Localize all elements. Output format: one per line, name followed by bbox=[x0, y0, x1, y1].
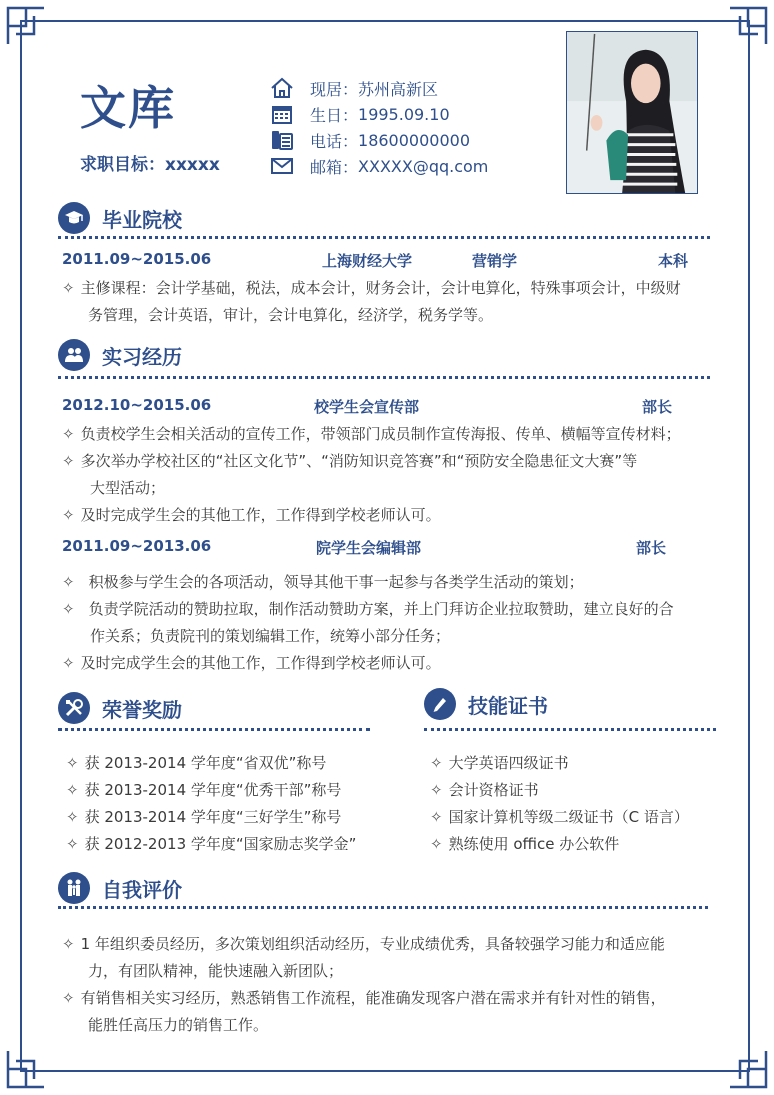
self-evaluation-line-1: ✧ 1 年组织委员经历，多次策划组织活动经历，专业成绩优秀，具备较强学习能力和适应能 bbox=[62, 935, 665, 953]
corner-ornament-top-left bbox=[6, 6, 46, 46]
candidate-name: 文库 bbox=[80, 81, 176, 135]
diamond-bullet-icon: ✧ bbox=[430, 754, 443, 772]
diamond-bullet-icon: ✧ bbox=[66, 808, 79, 826]
section-divider bbox=[58, 236, 710, 239]
job2-duty-3: ✧ 及时完成学生会的其他工作，工作得到学校老师认可。 bbox=[62, 654, 441, 672]
job1-period: 2012.10~2015.06 bbox=[62, 396, 212, 414]
diamond-bullet-icon: ✧ bbox=[62, 989, 75, 1007]
section-title-internship: 实习经历 bbox=[102, 344, 182, 369]
contact-phone: 电话： 18600000000 bbox=[270, 128, 570, 152]
job1-org: 校学生会宣传部 bbox=[314, 398, 420, 416]
job2-role: 部长 bbox=[636, 539, 667, 557]
diamond-bullet-icon: ✧ bbox=[66, 781, 79, 799]
job-objective-label: 求职目标： bbox=[80, 155, 165, 175]
diamond-bullet-icon: ✧ bbox=[62, 654, 75, 672]
job-objective-value: xxxxx bbox=[165, 155, 220, 175]
contact-email: 邮箱： XXXXX@qq.com bbox=[270, 154, 570, 178]
skill-item: ✧ 大学英语四级证书 bbox=[430, 754, 569, 772]
job2-org: 院学生会编辑部 bbox=[316, 539, 422, 557]
diamond-bullet-icon: ✧ bbox=[66, 835, 79, 853]
section-title-skills: 技能证书 bbox=[468, 693, 548, 718]
education-courses-line-2: 务管理，会计英语，审计，会计电算化，经济学，税务学等。 bbox=[88, 306, 494, 324]
section-header-self-evaluation bbox=[58, 872, 182, 904]
corner-ornament-bottom-left bbox=[6, 1049, 46, 1089]
graduation-cap-icon bbox=[58, 202, 90, 234]
section-title-honors: 荣誉奖励 bbox=[102, 697, 182, 722]
job1-duty-3: ✧ 及时完成学生会的其他工作，工作得到学校老师认可。 bbox=[62, 506, 441, 524]
education-courses-line-1: ✧ 主修课程：会计学基础，税法，成本会计，财务会计，会计电算化，特殊事项会计，中级财 bbox=[62, 279, 681, 297]
tools-icon bbox=[58, 692, 90, 724]
education-major: 营销学 bbox=[472, 252, 518, 270]
corner-ornament-top-right bbox=[728, 6, 768, 46]
home-icon bbox=[270, 77, 298, 99]
corner-ornament-bottom-right bbox=[728, 1049, 768, 1089]
section-divider bbox=[58, 906, 708, 909]
pen-icon bbox=[424, 688, 456, 720]
job1-role: 部长 bbox=[642, 398, 673, 416]
phone-icon bbox=[270, 129, 298, 151]
diamond-bullet-icon: ✧ bbox=[66, 754, 79, 772]
diamond-bullet-icon: ✧ bbox=[62, 452, 75, 470]
job1-duty-2: ✧ 多次举办学校社区的“社区文化节”、“消防知识竞答赛”和“预防安全隐患征文大赛”等 bbox=[62, 452, 638, 470]
diamond-bullet-icon: ✧ bbox=[430, 781, 443, 799]
family-icon bbox=[58, 872, 90, 904]
contact-birthday: 生日： 1995.09.10 bbox=[270, 102, 570, 126]
section-divider bbox=[58, 728, 370, 731]
contact-address: 现居： 苏州高新区 bbox=[270, 76, 570, 100]
self-evaluation-line-4: 能胜任高压力的销售工作。 bbox=[88, 1016, 269, 1034]
education-degree: 本科 bbox=[658, 252, 689, 270]
diamond-bullet-icon: ✧ bbox=[62, 600, 75, 618]
diamond-bullet-icon: ✧ bbox=[62, 573, 75, 591]
section-header-honors bbox=[58, 692, 182, 724]
job1-duty-2-cont: 大型活动； bbox=[90, 479, 166, 497]
section-divider bbox=[424, 728, 716, 731]
job2-duty-1: ✧ 积极参与学生会的各项活动，领导其他干事一起参与各类学生活动的策划； bbox=[62, 573, 584, 591]
education-period: 2011.09~2015.06 bbox=[62, 250, 212, 268]
honor-item: ✧ 获 2013-2014 学年度“省双优”称号 bbox=[66, 754, 327, 772]
job2-duty-2-cont: 作关系；负责院刊的策划编辑工作，统筹小部分任务； bbox=[90, 627, 451, 645]
self-evaluation-line-3: ✧ 有销售相关实习经历，熟悉销售工作流程，能准确发现客户潜在需求并有针对性的销售， bbox=[62, 989, 666, 1007]
people-icon bbox=[58, 339, 90, 371]
education-school: 上海财经大学 bbox=[322, 252, 413, 270]
honor-item: ✧ 获 2013-2014 学年度“优秀干部”称号 bbox=[66, 781, 342, 799]
diamond-bullet-icon: ✧ bbox=[430, 835, 443, 853]
skill-item: ✧ 会计资格证书 bbox=[430, 781, 539, 799]
section-header-internship bbox=[58, 339, 182, 371]
section-header-skills bbox=[424, 688, 548, 720]
section-title-self-evaluation: 自我评价 bbox=[102, 877, 182, 902]
calendar-icon bbox=[270, 103, 298, 125]
honor-item: ✧ 获 2012-2013 学年度“国家励志奖学金” bbox=[66, 835, 357, 853]
section-divider bbox=[58, 376, 710, 379]
diamond-bullet-icon: ✧ bbox=[62, 425, 75, 443]
section-title-education: 毕业院校 bbox=[102, 207, 182, 232]
diamond-bullet-icon: ✧ bbox=[430, 808, 443, 826]
profile-photo bbox=[566, 31, 698, 194]
skill-item: ✧ 国家计算机等级二级证书（C 语言） bbox=[430, 808, 689, 826]
job2-duty-2: ✧ 负责学院活动的赞助拉取，制作活动赞助方案，并上门拜访企业拉取赞助，建立良好的合 bbox=[62, 600, 674, 618]
diamond-bullet-icon: ✧ bbox=[62, 279, 75, 297]
honor-item: ✧ 获 2013-2014 学年度“三好学生”称号 bbox=[66, 808, 342, 826]
job1-duty-1: ✧ 负责校学生会相关活动的宣传工作，带领部门成员制作宣传海报、传单、横幅等宣传材料； bbox=[62, 425, 681, 443]
job-objective bbox=[80, 150, 220, 175]
diamond-bullet-icon: ✧ bbox=[62, 935, 75, 953]
job2-period: 2011.09~2013.06 bbox=[62, 537, 212, 555]
diamond-bullet-icon: ✧ bbox=[62, 506, 75, 524]
skill-item: ✧ 熟练使用 office 办公软件 bbox=[430, 835, 620, 853]
self-evaluation-line-2: 力，有团队精神，能快速融入新团队； bbox=[88, 962, 344, 980]
section-header-education bbox=[58, 202, 182, 234]
mail-icon bbox=[270, 155, 298, 177]
